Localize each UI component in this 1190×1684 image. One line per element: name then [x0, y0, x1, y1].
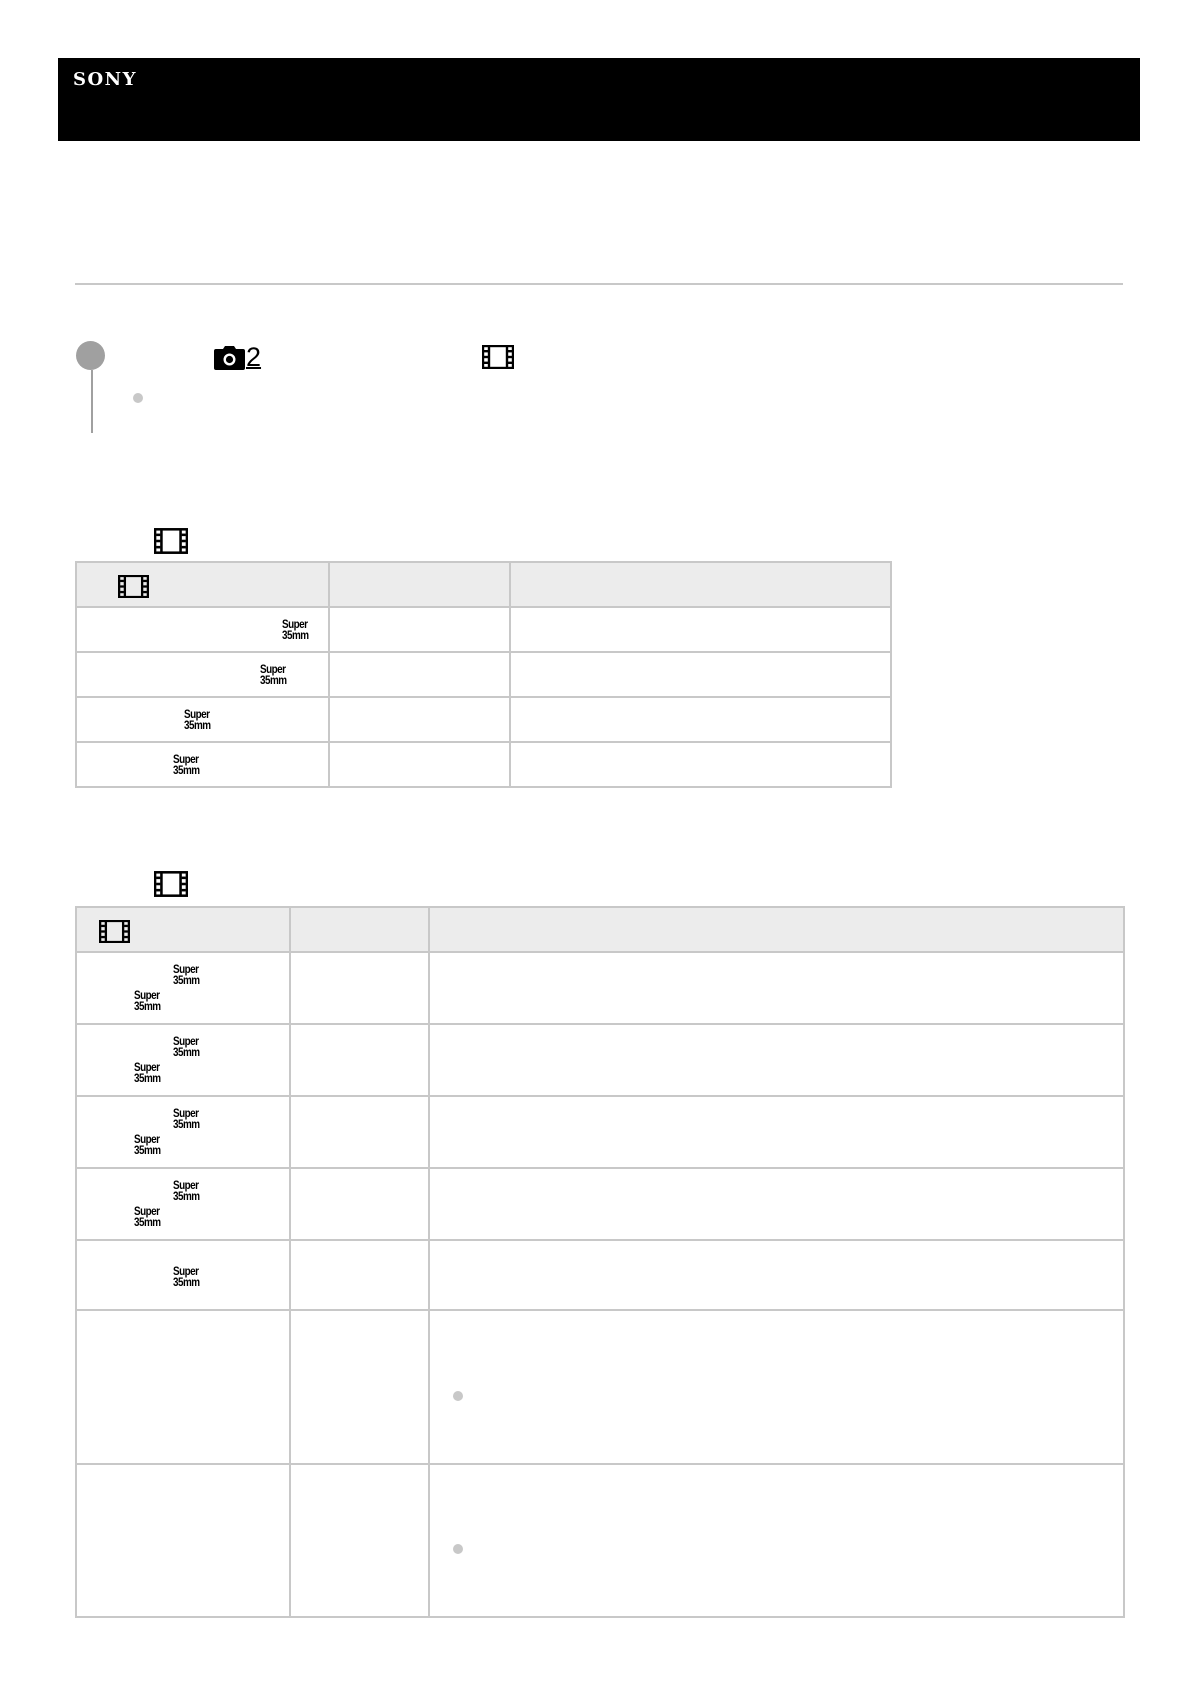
table-cell: [76, 607, 329, 652]
table-cell: [329, 652, 510, 697]
table-cell: [429, 1464, 1124, 1617]
table-2: [75, 906, 1125, 1618]
table-cell: [76, 1240, 290, 1310]
table-cell: [510, 652, 891, 697]
table-cell: [76, 1464, 290, 1617]
table-row: [76, 1464, 1124, 1617]
table-header-cell: [329, 562, 510, 607]
table-header-cell: [510, 562, 891, 607]
table-row: [76, 1240, 1124, 1310]
table-header-cell: [76, 562, 329, 607]
table-cell: [290, 1096, 429, 1168]
table-row: [76, 952, 1124, 1024]
super35mm-badge: Super 35mm: [173, 1266, 200, 1289]
table-row: [76, 697, 891, 742]
table-cell: [76, 1310, 290, 1464]
super35mm-badge: Super 35mm: [173, 1180, 200, 1203]
camera-icon: [214, 346, 245, 370]
table-cell: [329, 697, 510, 742]
camera-tab-indicator: [214, 344, 261, 370]
header-bar: [58, 58, 1140, 141]
table-cell: [290, 1168, 429, 1240]
table-cell: [429, 1240, 1124, 1310]
table-cell: [290, 1310, 429, 1464]
table-row: [76, 607, 891, 652]
table-cell: [290, 1464, 429, 1617]
table-cell: [429, 1168, 1124, 1240]
table-cell: [510, 697, 891, 742]
table-cell: [76, 652, 329, 697]
super35mm-badge: Super 35mm: [134, 1206, 161, 1229]
super35mm-badge: Super 35mm: [173, 1036, 200, 1059]
table-header-cell: [290, 907, 429, 952]
table-row: [76, 652, 891, 697]
bullet-dot: [453, 1544, 463, 1554]
table-header-row: [76, 907, 1124, 952]
table-cell: [329, 742, 510, 787]
bullet-dot: [453, 1391, 463, 1401]
camera-tab-number: 2: [246, 342, 262, 372]
table-1: [75, 561, 892, 788]
table-cell: [76, 952, 290, 1024]
super35mm-badge: Super 35mm: [173, 1108, 200, 1131]
movie-icon: [154, 528, 188, 554]
super35mm-badge: Super 35mm: [184, 709, 211, 732]
table-header-row: [76, 562, 891, 607]
table-row: [76, 742, 891, 787]
table-header-cell: [76, 907, 290, 952]
table-cell: [510, 742, 891, 787]
movie-icon: [118, 575, 149, 598]
title-divider: [75, 283, 1123, 285]
table-cell: [76, 1024, 290, 1096]
table-row: [76, 1096, 1124, 1168]
table-cell: [76, 1096, 290, 1168]
super35mm-badge: Super 35mm: [260, 664, 287, 687]
table-cell: [429, 1024, 1124, 1096]
super35mm-badge: Super 35mm: [134, 1134, 161, 1157]
super35mm-badge: Super 35mm: [173, 964, 200, 987]
step-connector-line: [91, 370, 93, 433]
table-cell: [510, 607, 891, 652]
table-cell: [429, 1096, 1124, 1168]
table-cell: [290, 1024, 429, 1096]
movie-icon: [154, 871, 188, 897]
super35mm-badge: Super 35mm: [282, 619, 309, 642]
table-row: [76, 1024, 1124, 1096]
movie-icon: [482, 345, 514, 369]
super35mm-badge: Super 35mm: [173, 754, 200, 777]
table-cell: [329, 607, 510, 652]
table-cell: [290, 1240, 429, 1310]
table-row: [76, 1168, 1124, 1240]
sony-logo: SONY: [73, 69, 137, 90]
table-header-cell: [429, 907, 1124, 952]
table-cell: [76, 742, 329, 787]
movie-icon: [99, 920, 130, 943]
table-cell: [76, 1168, 290, 1240]
super35mm-badge: Super 35mm: [134, 1062, 161, 1085]
super35mm-badge: Super 35mm: [134, 990, 161, 1013]
table-cell: [429, 1310, 1124, 1464]
table-cell: [76, 697, 329, 742]
step-bullet: [133, 393, 143, 403]
table-row: [76, 1310, 1124, 1464]
table-cell: [290, 952, 429, 1024]
step-1-marker: [76, 341, 105, 370]
table-cell: [429, 952, 1124, 1024]
